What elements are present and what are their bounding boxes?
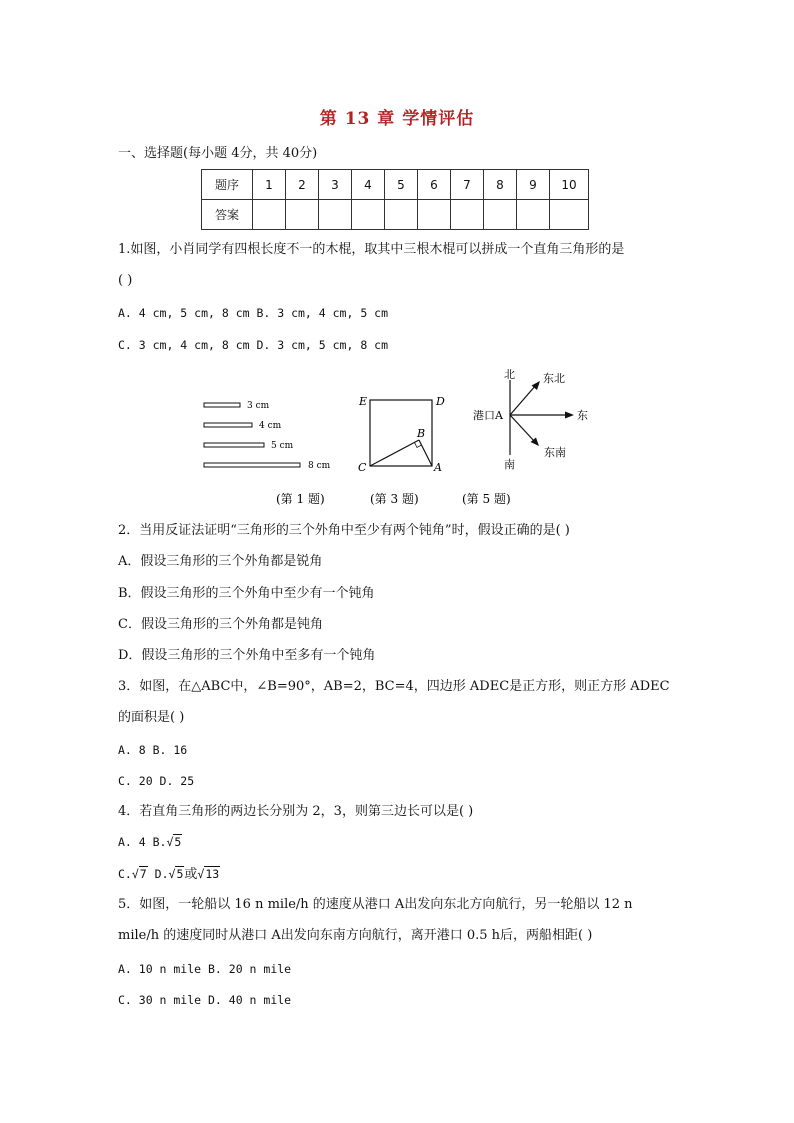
table-cell-number: 6	[418, 170, 451, 200]
radicand: 5	[176, 867, 184, 881]
table-cell-number: 4	[352, 170, 385, 200]
q3-options-cd: C. 20 D. 25	[118, 774, 195, 788]
port-label: 港口A	[473, 409, 503, 422]
point-label-e: E	[359, 395, 368, 408]
direction-south: 南	[504, 458, 515, 471]
direction-east: 东	[577, 409, 588, 422]
table-cell-number: 2	[286, 170, 319, 200]
or-text: 或	[184, 867, 198, 882]
stick-3cm	[204, 403, 240, 407]
table-cell-number: 5	[385, 170, 418, 200]
table-cell-number: 3	[319, 170, 352, 200]
direction-north: 北	[504, 368, 515, 381]
table-header-label: 题序	[202, 170, 253, 200]
sqrt-symbol: √7	[131, 867, 147, 881]
sqrt-symbol: √13	[197, 867, 220, 881]
q2-option-d: D．假设三角形的三个外角中至多有一个钝角	[118, 648, 376, 663]
caption-q3: (第 3 题)	[370, 492, 419, 506]
radicand: 5	[174, 835, 182, 849]
section-heading: 一、选择题(每小题 4分，共 40分)	[118, 146, 318, 161]
table-cell-number: 7	[451, 170, 484, 200]
point-label-b: B	[417, 427, 426, 440]
stick-label: 4 cm	[259, 421, 282, 431]
q4-option-a-b-prefix: A. 4 B.	[118, 835, 167, 849]
q4-option-c-prefix: C.	[118, 867, 132, 881]
q4-option-d-prefix: D.	[154, 867, 169, 881]
figure-q5	[473, 368, 588, 471]
q4-options-cd	[118, 866, 220, 883]
stick-5cm	[204, 443, 264, 447]
table-cell-number: 1	[253, 170, 286, 200]
figure-q3	[358, 395, 445, 474]
stick-label: 8 cm	[308, 461, 331, 471]
table-cell-number: 8	[484, 170, 517, 200]
point-label-a: A	[434, 461, 442, 474]
stick-4cm	[204, 423, 252, 427]
q1-options-cd: C. 3 cm, 4 cm, 8 cm D. 3 cm, 5 cm, 8 cm	[118, 338, 389, 352]
table-cell-number: 10	[550, 170, 589, 200]
caption-q1: (第 1 题)	[276, 492, 325, 506]
radicand: 13	[205, 867, 220, 881]
q1-bracket: ( )	[118, 273, 133, 288]
direction-southeast: 东南	[544, 446, 566, 459]
stick-8cm	[204, 463, 300, 467]
q5-options-cd: C. 30 n mile D. 40 n mile	[118, 993, 292, 1007]
q3-stem-cont: 的面积是( )	[118, 710, 185, 725]
q5-options-ab: A. 10 n mile B. 20 n mile	[118, 962, 292, 976]
segment-ba	[419, 440, 432, 466]
q3-stem: 3．如图，在△ABC中，∠B=90°，AB=2，BC=4，四边形 ADEC是正方形，则正方形 ADEC	[118, 679, 670, 694]
table-answer-label: 答案	[202, 200, 253, 230]
table-cell-number: 9	[517, 170, 550, 200]
q5-stem-cont: mile/h 的速度同时从港口 A出发向东南方向航行，离开港口 0.5 h后，两船相距( )	[118, 928, 593, 943]
q3-options-ab: A. 8 B. 16	[118, 743, 188, 757]
point-label-d: D	[436, 395, 445, 408]
radicand: 7	[139, 867, 147, 881]
stick-label: 5 cm	[271, 441, 294, 451]
q1-options-ab: A. 4 cm, 5 cm, 8 cm B. 3 cm, 4 cm, 5 cm	[118, 306, 389, 320]
q2-option-c: C．假设三角形的三个外角都是钝角	[118, 617, 323, 632]
segment-cb	[370, 440, 419, 466]
point-label-c: C	[358, 461, 367, 474]
sqrt-symbol: √5	[166, 835, 182, 849]
figure-q1	[204, 401, 331, 471]
northeast-ray	[510, 385, 536, 415]
q1-stem: 1.如图，小肖同学有四根长度不一的木棍，取其中三根木棍可以拼成一个直角三角形的是	[118, 242, 625, 257]
east-arrow-icon	[565, 412, 574, 419]
stick-label: 3 cm	[247, 401, 270, 411]
figures	[0, 0, 794, 520]
caption-q5: (第 5 题)	[462, 492, 511, 506]
page-title: 第 13 章 学情评估	[319, 109, 475, 129]
q4-options-ab	[118, 834, 182, 850]
southeast-ray	[510, 415, 535, 442]
q4-stem: 4．若直角三角形的两边长分别为 2，3，则第三边长可以是( )	[118, 804, 474, 819]
q5-stem: 5．如图，一轮船以 16 n mile/h 的速度从港口 A出发向东北方向航行，另一轮船以 12 n	[118, 897, 633, 912]
direction-northeast: 东北	[543, 372, 565, 385]
sqrt-symbol: √5	[168, 867, 184, 881]
q2-stem: 2．当用反证法证明“三角形的三个外角中至少有两个钝角”时，假设正确的是( )	[118, 523, 570, 538]
q2-option-a: A．假设三角形的三个外角都是锐角	[118, 554, 323, 569]
q2-option-b: B．假设三角形的三个外角中至少有一个钝角	[118, 586, 375, 601]
